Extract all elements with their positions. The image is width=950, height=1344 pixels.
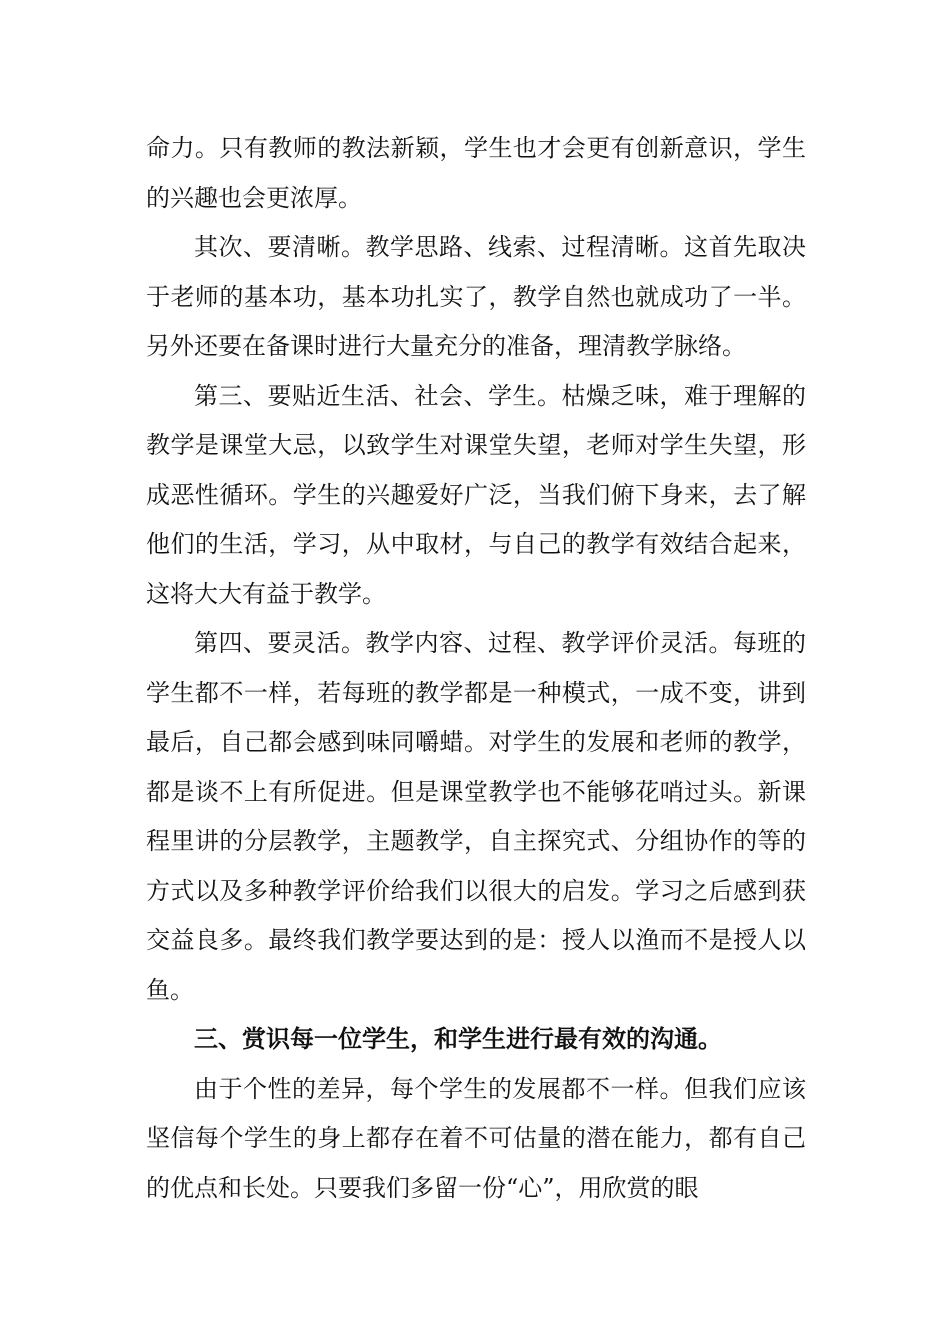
paragraph-flexibility: 第四、要灵活。教学内容、过程、教学评价灵活。每班的学生都不一样，若每班的教学都是一种模式，一成不变，讲到最后，自己都会感到味同嚼蜡。对学生的发展和老师的教学，都是谈不上有所促进。但是课堂教学也不能够花哨过头。新课程里讲的分层教学，主题教学，自主探究式、分组协作的等的方式以及多种教学评价给我们以很大的启发。学习之后感到获交益良多。最终我们教学要达到的是：授人以渔而不是授人以鱼。	[146, 629, 806, 1004]
paragraph-close-to-life: 第三、要贴近生活、社会、学生。枯燥乏味，难于理解的教学是课堂大忌，以致学生对课堂失望，老师对学生失望，形成恶性循环。学生的兴趣爱好广泛，当我们俯下身来，去了解他们的生活，学习，从中取材，与自己的教学有效结合起来，这将大大有益于教学。	[146, 381, 806, 608]
paragraph-continuation: 命力。只有教师的教法新颖，学生也才会更有创新意识，学生的兴趣也会更浓厚。	[146, 134, 806, 212]
document-body	[146, 124, 806, 1213]
paragraph-clarity: 其次、要清晰。教学思路、线索、过程清晰。这首先取决于老师的基本功，基本功扎实了，教学自然也就成功了一半。另外还要在备课时进行大量充分的准备，理清教学脉络。	[146, 233, 806, 360]
paragraph-individual-differences: 由于个性的差异，每个学生的发展都不一样。但我们应该坚信每个学生的身上都存在着不可估量的潜在能力，都有自己的优点和长处。只要我们多留一份“心”，用欣赏的眼	[146, 1074, 806, 1202]
section-heading: 三、赏识每一位学生，和学生进行最有效的沟通。	[194, 1025, 722, 1053]
